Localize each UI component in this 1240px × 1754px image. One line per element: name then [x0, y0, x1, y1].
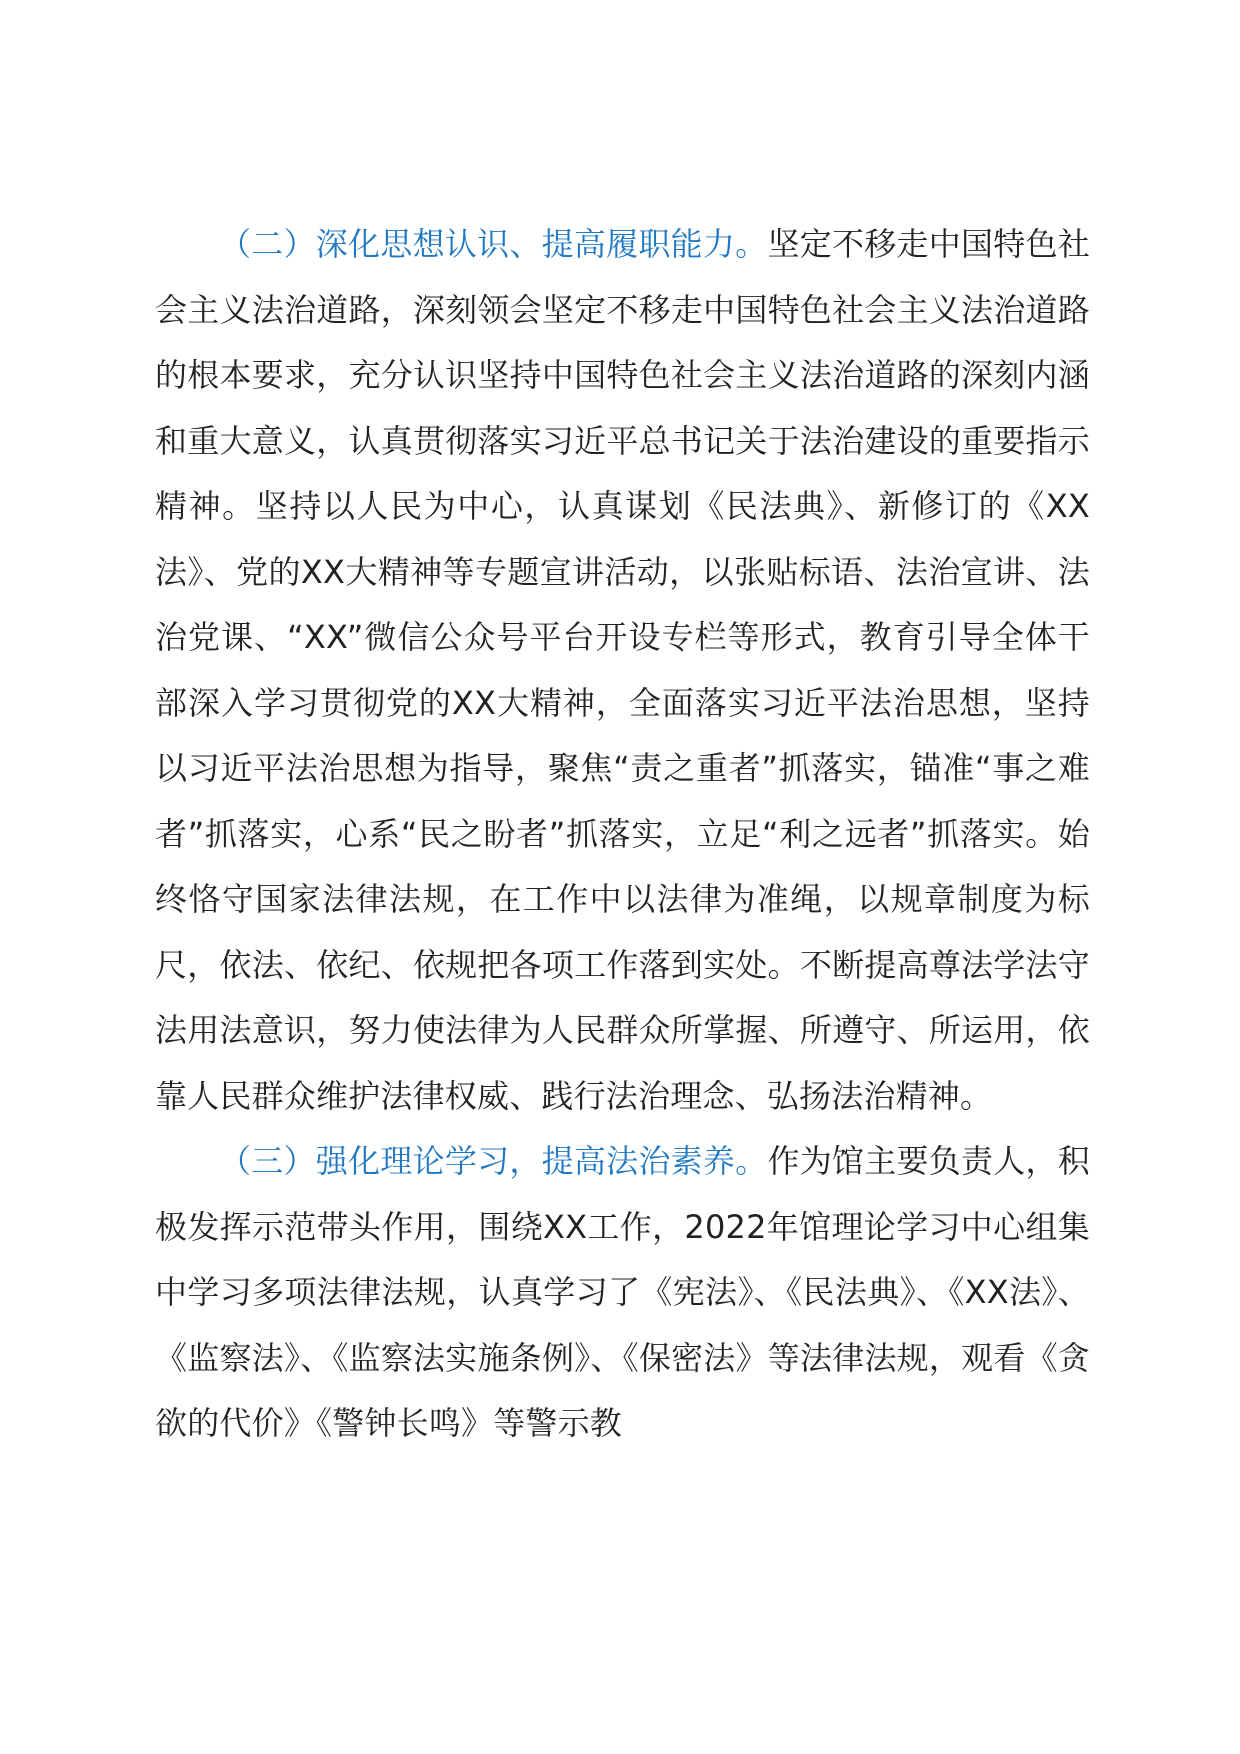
paragraph-section-two	[155, 212, 1090, 1129]
section-body-two: 坚定不移走中国特色社会主义法治道路，深刻领会坚定不移走中国特色社会主义法治道路的根本要求，充分认识坚持中国特色社会主义法治道路的深刻内涵和重大意义，认真贯彻落实习近平总书记关于法治建设的重要指示精神。坚持以人民为中心，认真谋划《民法典》、新修订的《XX法》、党的XX大精神等专题宣讲活动，以张贴标语、法治宣讲、法治党课、“XX”微信公众号平台开设专栏等形式，教育引导全体干部深入学习贯彻党的XX大精神，全面落实习近平法治思想，坚持以习近平法治思想为指导，聚焦“责之重者”抓落实，锚准“事之难者”抓落实，心系“民之盼者”抓落实，立足“利之远者”抓落实。始终恪守国家法律法规，在工作中以法律为准绳，以规章制度为标尺，依法、依纪、依规把各项工作落到实处。不断提高尊法学法守法用法意识，努力使法律为人民群众所掌握、所遵守、所运用，依靠人民群众维护法律权威、践行法治理念、弘扬法治精神。	[155, 225, 1090, 1115]
paragraph-section-three	[155, 1129, 1090, 1457]
section-heading-three: （三）强化理论学习，提高法治素养。	[219, 1142, 768, 1180]
section-body-three: 作为馆主要负责人，积极发挥示范带头作用，围绕XX工作，2022年馆理论学习中心组集中学习多项法律法规，认真学习了《宪法》、《民法典》、《XX法》、《监察法》、《监察法实施条例》、《保密法》等法律法规，观看《贪欲的代价》《警钟长鸣》等警示教	[155, 1142, 1090, 1442]
section-heading-two: （二）深化思想认识、提高履职能力。	[219, 225, 768, 263]
document-body	[155, 212, 1090, 1457]
